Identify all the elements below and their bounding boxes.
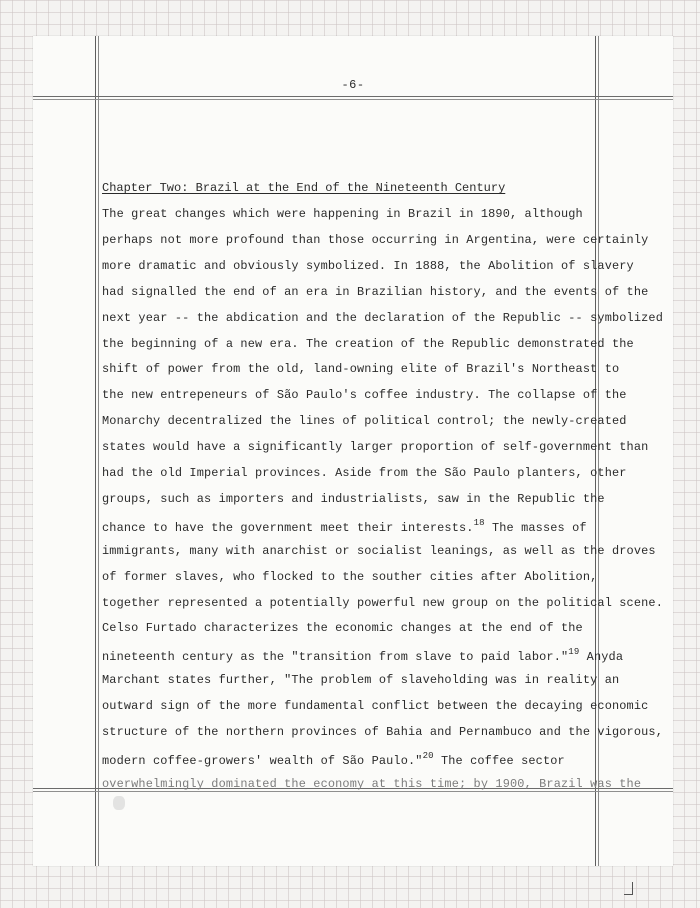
line-text: of former slaves, who flocked to the souther cities after Abolition,	[102, 569, 598, 584]
line-text: immigrants, many with anarchist or socialist leanings, as well as the droves	[102, 543, 656, 558]
chapter-heading: Chapter Two: Brazil at the End of the Nineteenth Century	[102, 181, 506, 195]
top-rule	[33, 96, 673, 97]
text-line	[102, 570, 597, 584]
text-line	[102, 673, 619, 687]
text-line	[102, 440, 648, 454]
text-line	[102, 751, 565, 768]
text-line	[102, 311, 663, 325]
line-text: nineteenth century as the "transition from slave to paid labor."	[102, 650, 569, 665]
line-text-continued: The coffee sector	[433, 753, 565, 768]
line-text: states would have a significantly larger proportion of self-government than	[102, 440, 649, 455]
text-line	[102, 518, 587, 535]
text-line	[102, 777, 641, 791]
text-line	[102, 725, 663, 739]
text-line	[102, 233, 648, 247]
text-line	[102, 466, 627, 480]
left-margin-line	[95, 36, 96, 866]
line-text: overwhelmingly dominated the economy at this time; by 1900, Brazil was the	[102, 776, 642, 791]
line-text-continued: Anyda	[579, 650, 624, 665]
text-line	[102, 362, 619, 376]
text-line	[102, 492, 605, 506]
paper-sheet	[33, 36, 673, 866]
footnote-marker: 18	[473, 517, 485, 528]
line-text: chance to have the government meet their interests.	[102, 520, 474, 535]
line-text: the beginning of a new era. The creation of the Republic demonstrated the	[102, 336, 634, 351]
text-line	[102, 259, 634, 273]
top-rule-inner	[33, 99, 673, 100]
left-margin-line-inner	[98, 36, 99, 866]
line-text: The great changes which were happening in Brazil in 1890, although	[102, 207, 583, 221]
text-line	[102, 337, 634, 351]
line-text: more dramatic and obviously symbolized. In 1888, the Abolition of slavery	[102, 258, 634, 273]
line-text: Monarchy decentralized the lines of political control; the newly-created	[102, 414, 627, 429]
line-text: modern coffee-growers' wealth of São Paulo."	[102, 753, 423, 768]
footnote-marker: 20	[422, 750, 434, 761]
line-text: had signalled the end of an era in Brazilian history, and the events of the	[102, 284, 649, 299]
line-text: groups, such as importers and industrialists, saw in the Republic the	[102, 491, 605, 506]
text-line	[102, 388, 627, 402]
line-text: together represented a potentially powerful new group on the political scene.	[102, 595, 663, 610]
text-line	[102, 596, 663, 610]
line-text: outward sign of the more fundamental conflict between the decaying economic	[102, 699, 649, 714]
line-text: perhaps not more profound than those occurring in Argentina, were certainly	[102, 232, 649, 247]
text-line	[102, 621, 583, 635]
ink-smudge	[113, 796, 125, 810]
line-text: Celso Furtado characterizes the economic changes at the end of the	[102, 621, 583, 636]
line-text: had the old Imperial provinces. Aside from the São Paulo planters, other	[102, 466, 627, 480]
text-line	[102, 414, 627, 428]
bottom-rule-inner	[33, 791, 673, 792]
line-text-continued: The masses of	[484, 520, 587, 535]
line-text: shift of power from the old, land-owning elite of Brazil's Northeast to	[102, 362, 620, 377]
text-line	[102, 699, 648, 713]
text-line	[102, 207, 583, 221]
corner-crop-mark	[624, 882, 633, 895]
line-text: the new entrepeneurs of São Paulo's coffee industry. The collapse of the	[102, 388, 627, 403]
text-line	[102, 544, 656, 558]
line-text: structure of the northern provinces of Bahia and Pernambuco and the vigorous,	[102, 725, 663, 739]
text-line	[102, 647, 623, 664]
footnote-marker: 19	[568, 647, 580, 658]
line-text: next year -- the abdication and the declaration of the Republic -- symbolized	[102, 310, 663, 325]
text-line	[102, 285, 648, 299]
line-text: Marchant states further, "The problem of slaveholding was in reality an	[102, 673, 620, 688]
page-number: -6-	[341, 78, 365, 92]
